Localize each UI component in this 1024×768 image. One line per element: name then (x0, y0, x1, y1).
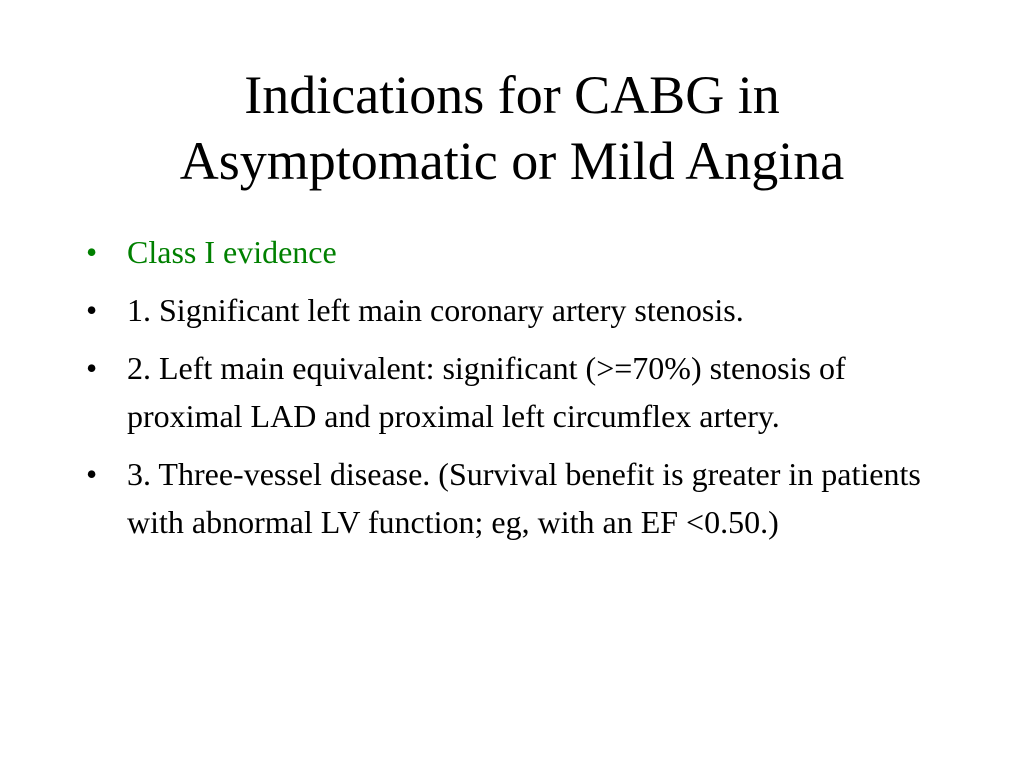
bullet-dot-icon: • (86, 456, 98, 492)
bullet-list (84, 228, 944, 556)
bullet-dot-icon: • (86, 234, 98, 270)
bullet-item-three-vessel (84, 450, 944, 546)
bullet-item-left-main-equivalent (84, 344, 944, 440)
bullet-text: Class I evidence (127, 234, 337, 270)
bullet-item-class-evidence (84, 228, 944, 276)
bullet-dot-icon: • (86, 292, 98, 328)
bullet-text: 3. Three-vessel disease. (Survival benefit is greater in patients with abnormal LV function; eg, with an EF <0.50.) (127, 456, 921, 540)
bullet-text: 2. Left main equivalent: significant (>=70%) stenosis of proximal LAD and proximal left circumflex artery. (127, 350, 846, 434)
bullet-dot-icon: • (86, 350, 98, 386)
slide-title-line-2: Asymptomatic or Mild Angina (179, 131, 845, 191)
slide-title-line-1: Indications for CABG in (244, 65, 780, 125)
slide-title (80, 62, 944, 194)
bullet-text: 1. Significant left main coronary artery stenosis. (127, 292, 744, 328)
bullet-item-left-main (84, 286, 944, 334)
